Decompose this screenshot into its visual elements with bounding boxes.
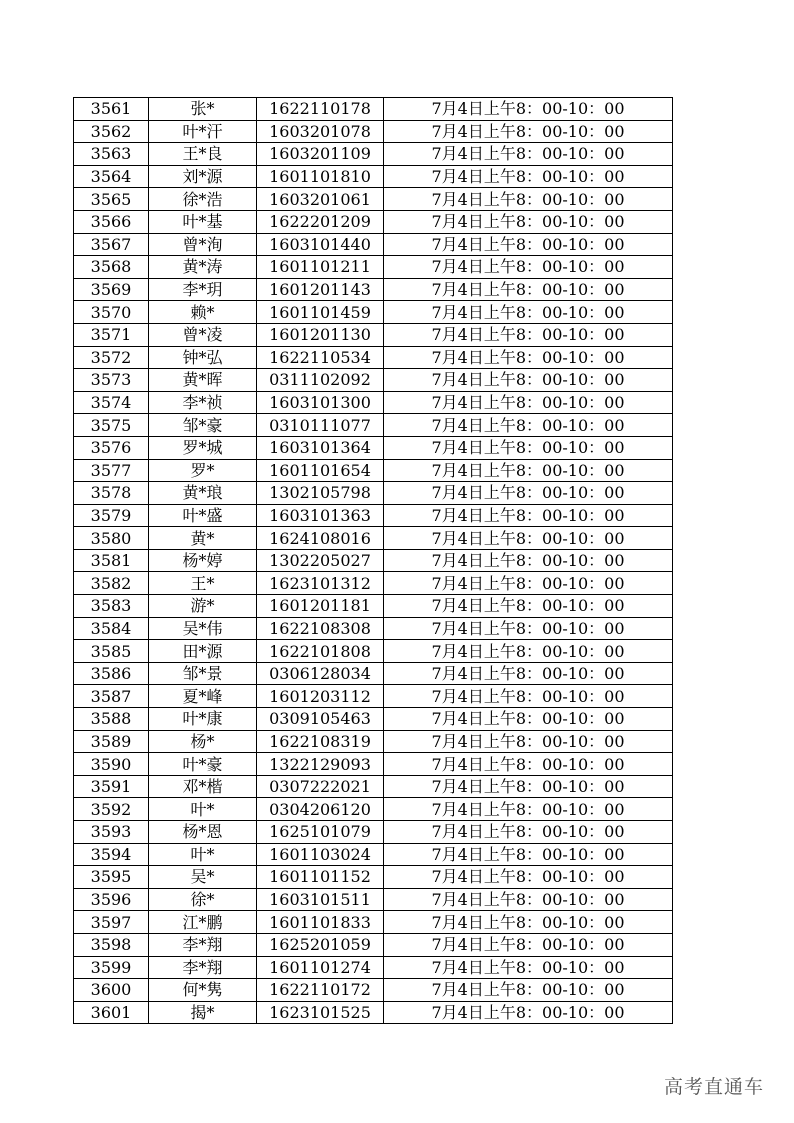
name-cell: 叶*豪 <box>149 753 257 776</box>
row-number-cell: 3581 <box>74 549 149 572</box>
exam-time-cell: 7月4日上午8：00-10：00 <box>384 323 673 346</box>
table-row <box>74 843 673 866</box>
table-row <box>74 188 673 211</box>
candidate-id-cell: 1601101654 <box>257 459 384 482</box>
candidate-id-cell: 1622108319 <box>257 730 384 753</box>
table-row <box>74 662 673 685</box>
candidate-id-cell: 1622110172 <box>257 979 384 1002</box>
row-number-cell: 3568 <box>74 256 149 279</box>
table-row <box>74 346 673 369</box>
table-row <box>74 595 673 618</box>
table-row <box>74 685 673 708</box>
candidate-id-cell: 1601203112 <box>257 685 384 708</box>
name-cell: 江*鹏 <box>149 911 257 934</box>
row-number-cell: 3573 <box>74 369 149 392</box>
name-cell: 黄* <box>149 527 257 550</box>
exam-time-cell: 7月4日上午8：00-10：00 <box>384 775 673 798</box>
table-row <box>74 369 673 392</box>
exam-time-cell: 7月4日上午8：00-10：00 <box>384 436 673 459</box>
candidate-id-cell: 1601101833 <box>257 911 384 934</box>
table-row <box>74 233 673 256</box>
exam-time-cell: 7月4日上午8：00-10：00 <box>384 256 673 279</box>
table-row <box>74 911 673 934</box>
candidate-id-cell: 1603201078 <box>257 120 384 143</box>
candidate-id-cell: 1622110534 <box>257 346 384 369</box>
exam-time-cell: 7月4日上午8：00-10：00 <box>384 911 673 934</box>
name-cell: 钟*弘 <box>149 346 257 369</box>
table-row <box>74 414 673 437</box>
exam-time-cell: 7月4日上午8：00-10：00 <box>384 821 673 844</box>
candidate-id-cell: 1623101525 <box>257 1001 384 1024</box>
table-row <box>74 143 673 166</box>
row-number-cell: 3594 <box>74 843 149 866</box>
exam-time-cell: 7月4日上午8：00-10：00 <box>384 866 673 889</box>
candidate-id-cell: 1601101274 <box>257 956 384 979</box>
row-number-cell: 3599 <box>74 956 149 979</box>
candidate-id-cell: 0311102092 <box>257 369 384 392</box>
row-number-cell: 3578 <box>74 482 149 505</box>
table-row <box>74 527 673 550</box>
name-cell: 邓*楷 <box>149 775 257 798</box>
candidate-id-cell: 0306128034 <box>257 662 384 685</box>
row-number-cell: 3585 <box>74 640 149 663</box>
name-cell: 叶*汗 <box>149 120 257 143</box>
exam-time-cell: 7月4日上午8：00-10：00 <box>384 843 673 866</box>
row-number-cell: 3591 <box>74 775 149 798</box>
exam-time-cell: 7月4日上午8：00-10：00 <box>384 301 673 324</box>
name-cell: 夏*峰 <box>149 685 257 708</box>
row-number-cell: 3582 <box>74 572 149 595</box>
table-row <box>74 708 673 731</box>
name-cell: 李*翔 <box>149 956 257 979</box>
table-row <box>74 549 673 572</box>
row-number-cell: 3595 <box>74 866 149 889</box>
name-cell: 杨*婷 <box>149 549 257 572</box>
name-cell: 张* <box>149 98 257 121</box>
name-cell: 赖* <box>149 301 257 324</box>
table-row <box>74 617 673 640</box>
exam-time-cell: 7月4日上午8：00-10：00 <box>384 165 673 188</box>
table-row <box>74 956 673 979</box>
exam-time-cell: 7月4日上午8：00-10：00 <box>384 662 673 685</box>
exam-time-cell: 7月4日上午8：00-10：00 <box>384 278 673 301</box>
name-cell: 叶*盛 <box>149 504 257 527</box>
candidate-id-cell: 1622201209 <box>257 210 384 233</box>
row-number-cell: 3598 <box>74 933 149 956</box>
name-cell: 叶*基 <box>149 210 257 233</box>
candidate-id-cell: 1322129093 <box>257 753 384 776</box>
row-number-cell: 3584 <box>74 617 149 640</box>
table-row <box>74 323 673 346</box>
candidate-id-cell: 1622110178 <box>257 98 384 121</box>
exam-time-cell: 7月4日上午8：00-10：00 <box>384 753 673 776</box>
row-number-cell: 3597 <box>74 911 149 934</box>
table-row <box>74 1001 673 1024</box>
candidate-id-cell: 1601101459 <box>257 301 384 324</box>
row-number-cell: 3572 <box>74 346 149 369</box>
exam-time-cell: 7月4日上午8：00-10：00 <box>384 888 673 911</box>
row-number-cell: 3592 <box>74 798 149 821</box>
exam-time-cell: 7月4日上午8：00-10：00 <box>384 933 673 956</box>
name-cell: 叶* <box>149 798 257 821</box>
name-cell: 田*源 <box>149 640 257 663</box>
row-number-cell: 3586 <box>74 662 149 685</box>
name-cell: 揭* <box>149 1001 257 1024</box>
candidate-id-cell: 1601101810 <box>257 165 384 188</box>
exam-time-cell: 7月4日上午8：00-10：00 <box>384 143 673 166</box>
row-number-cell: 3583 <box>74 595 149 618</box>
candidate-id-cell: 1603101440 <box>257 233 384 256</box>
row-number-cell: 3570 <box>74 301 149 324</box>
table-row <box>74 775 673 798</box>
row-number-cell: 3564 <box>74 165 149 188</box>
exam-time-cell: 7月4日上午8：00-10：00 <box>384 233 673 256</box>
name-cell: 吴*伟 <box>149 617 257 640</box>
table-row <box>74 730 673 753</box>
candidate-id-cell: 1622101808 <box>257 640 384 663</box>
candidate-id-cell: 1622108308 <box>257 617 384 640</box>
exam-time-cell: 7月4日上午8：00-10：00 <box>384 414 673 437</box>
name-cell: 游* <box>149 595 257 618</box>
row-number-cell: 3575 <box>74 414 149 437</box>
candidate-id-cell: 1603101364 <box>257 436 384 459</box>
name-cell: 李*玥 <box>149 278 257 301</box>
exam-time-cell: 7月4日上午8：00-10：00 <box>384 210 673 233</box>
name-cell: 曾*凌 <box>149 323 257 346</box>
table-row <box>74 210 673 233</box>
name-cell: 杨*恩 <box>149 821 257 844</box>
table-row <box>74 821 673 844</box>
name-cell: 黄*晖 <box>149 369 257 392</box>
table-row <box>74 888 673 911</box>
name-cell: 李*祯 <box>149 391 257 414</box>
name-cell: 罗* <box>149 459 257 482</box>
table-row <box>74 120 673 143</box>
name-cell: 徐* <box>149 888 257 911</box>
candidate-id-cell: 1601201130 <box>257 323 384 346</box>
table-row <box>74 866 673 889</box>
row-number-cell: 3596 <box>74 888 149 911</box>
table-row <box>74 391 673 414</box>
row-number-cell: 3563 <box>74 143 149 166</box>
row-number-cell: 3561 <box>74 98 149 121</box>
exam-time-cell: 7月4日上午8：00-10：00 <box>384 188 673 211</box>
name-cell: 邹*景 <box>149 662 257 685</box>
exam-time-cell: 7月4日上午8：00-10：00 <box>384 685 673 708</box>
row-number-cell: 3566 <box>74 210 149 233</box>
table-row <box>74 572 673 595</box>
candidate-id-cell: 1625201059 <box>257 933 384 956</box>
name-cell: 叶*康 <box>149 708 257 731</box>
table-row <box>74 979 673 1002</box>
exam-time-cell: 7月4日上午8：00-10：00 <box>384 527 673 550</box>
candidate-id-cell: 1302205027 <box>257 549 384 572</box>
name-cell: 杨* <box>149 730 257 753</box>
exam-time-cell: 7月4日上午8：00-10：00 <box>384 640 673 663</box>
candidate-id-cell: 1623101312 <box>257 572 384 595</box>
exam-time-cell: 7月4日上午8：00-10：00 <box>384 979 673 1002</box>
name-cell: 王* <box>149 572 257 595</box>
name-cell: 王*良 <box>149 143 257 166</box>
exam-time-cell: 7月4日上午8：00-10：00 <box>384 346 673 369</box>
exam-time-cell: 7月4日上午8：00-10：00 <box>384 617 673 640</box>
exam-time-cell: 7月4日上午8：00-10：00 <box>384 369 673 392</box>
row-number-cell: 3567 <box>74 233 149 256</box>
name-cell: 叶* <box>149 843 257 866</box>
exam-time-cell: 7月4日上午8：00-10：00 <box>384 730 673 753</box>
table-row <box>74 798 673 821</box>
table-body <box>74 98 673 1024</box>
table-row <box>74 436 673 459</box>
row-number-cell: 3576 <box>74 436 149 459</box>
exam-time-cell: 7月4日上午8：00-10：00 <box>384 708 673 731</box>
name-cell: 徐*浩 <box>149 188 257 211</box>
table-row <box>74 98 673 121</box>
table-row <box>74 504 673 527</box>
candidate-id-cell: 1603201109 <box>257 143 384 166</box>
candidate-id-cell: 1603101300 <box>257 391 384 414</box>
watermark-text: 高考直通车 <box>663 1076 764 1098</box>
name-cell: 邹*豪 <box>149 414 257 437</box>
candidate-id-cell: 1601101211 <box>257 256 384 279</box>
name-cell: 黄*涛 <box>149 256 257 279</box>
name-cell: 黄*琅 <box>149 482 257 505</box>
exam-schedule-table <box>73 97 673 1024</box>
name-cell: 刘*源 <box>149 165 257 188</box>
exam-time-cell: 7月4日上午8：00-10：00 <box>384 798 673 821</box>
name-cell: 何*隽 <box>149 979 257 1002</box>
row-number-cell: 3577 <box>74 459 149 482</box>
exam-time-cell: 7月4日上午8：00-10：00 <box>384 391 673 414</box>
exam-time-cell: 7月4日上午8：00-10：00 <box>384 1001 673 1024</box>
row-number-cell: 3569 <box>74 278 149 301</box>
candidate-id-cell: 1601201181 <box>257 595 384 618</box>
row-number-cell: 3587 <box>74 685 149 708</box>
exam-time-cell: 7月4日上午8：00-10：00 <box>384 504 673 527</box>
table-row <box>74 640 673 663</box>
row-number-cell: 3579 <box>74 504 149 527</box>
candidate-id-cell: 0307222021 <box>257 775 384 798</box>
table-row <box>74 301 673 324</box>
row-number-cell: 3565 <box>74 188 149 211</box>
table-row <box>74 165 673 188</box>
row-number-cell: 3580 <box>74 527 149 550</box>
table-row <box>74 459 673 482</box>
exam-time-cell: 7月4日上午8：00-10：00 <box>384 595 673 618</box>
name-cell: 吴* <box>149 866 257 889</box>
candidate-id-cell: 0304206120 <box>257 798 384 821</box>
table-row <box>74 278 673 301</box>
row-number-cell: 3589 <box>74 730 149 753</box>
exam-time-cell: 7月4日上午8：00-10：00 <box>384 572 673 595</box>
exam-time-cell: 7月4日上午8：00-10：00 <box>384 120 673 143</box>
candidate-id-cell: 1603101511 <box>257 888 384 911</box>
exam-time-cell: 7月4日上午8：00-10：00 <box>384 98 673 121</box>
table-row <box>74 482 673 505</box>
row-number-cell: 3574 <box>74 391 149 414</box>
candidate-id-cell: 1625101079 <box>257 821 384 844</box>
row-number-cell: 3571 <box>74 323 149 346</box>
candidate-id-cell: 1302105798 <box>257 482 384 505</box>
candidate-id-cell: 1601101152 <box>257 866 384 889</box>
name-cell: 曾*洵 <box>149 233 257 256</box>
row-number-cell: 3562 <box>74 120 149 143</box>
exam-time-cell: 7月4日上午8：00-10：00 <box>384 549 673 572</box>
candidate-id-cell: 1603201061 <box>257 188 384 211</box>
candidate-id-cell: 1601201143 <box>257 278 384 301</box>
exam-time-cell: 7月4日上午8：00-10：00 <box>384 482 673 505</box>
name-cell: 李*翔 <box>149 933 257 956</box>
candidate-id-cell: 1624108016 <box>257 527 384 550</box>
row-number-cell: 3593 <box>74 821 149 844</box>
table-row <box>74 256 673 279</box>
exam-time-cell: 7月4日上午8：00-10：00 <box>384 956 673 979</box>
row-number-cell: 3588 <box>74 708 149 731</box>
candidate-id-cell: 0309105463 <box>257 708 384 731</box>
table-row <box>74 933 673 956</box>
name-cell: 罗*城 <box>149 436 257 459</box>
row-number-cell: 3600 <box>74 979 149 1002</box>
candidate-id-cell: 1601103024 <box>257 843 384 866</box>
exam-time-cell: 7月4日上午8：00-10：00 <box>384 459 673 482</box>
candidate-id-cell: 0310111077 <box>257 414 384 437</box>
row-number-cell: 3601 <box>74 1001 149 1024</box>
table-row <box>74 753 673 776</box>
candidate-id-cell: 1603101363 <box>257 504 384 527</box>
row-number-cell: 3590 <box>74 753 149 776</box>
